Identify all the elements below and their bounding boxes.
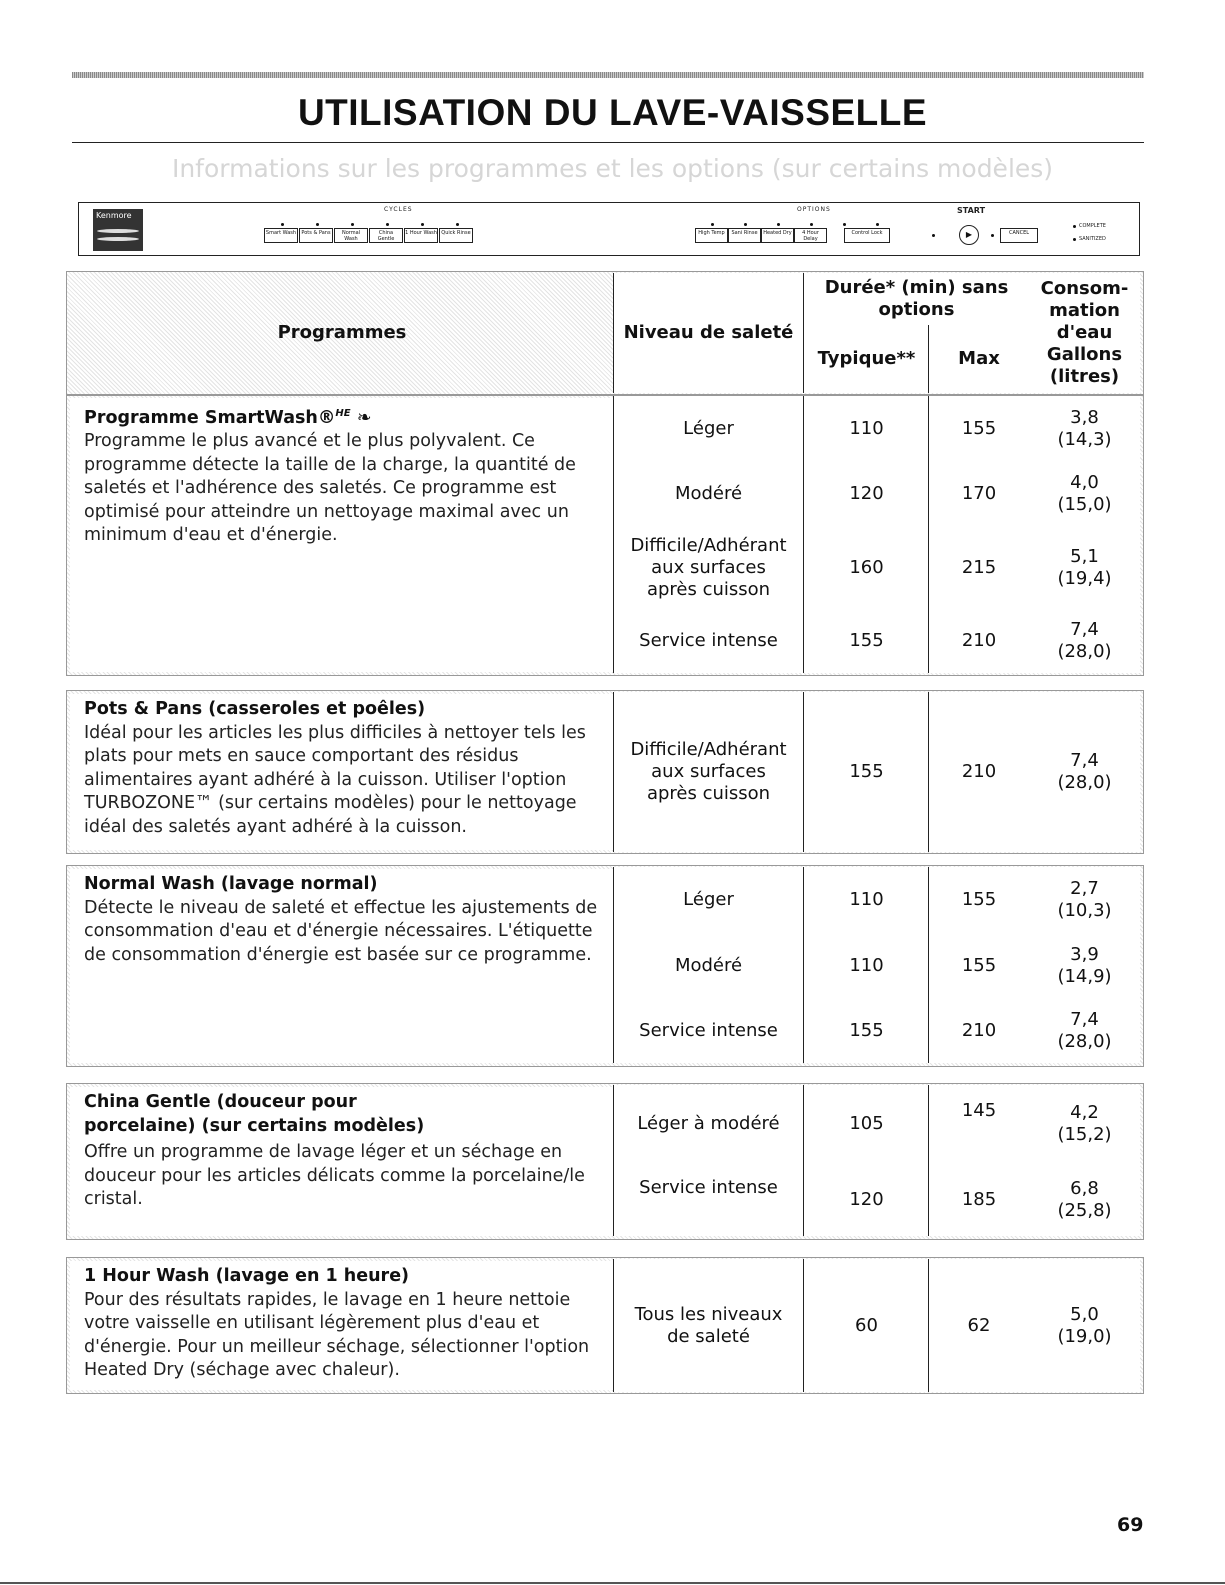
table-row: Service intense [613,609,804,673]
header-programmes: Programmes [277,322,407,343]
table-row: Léger [613,396,804,462]
he-mark: HE [335,408,351,419]
cell-typique: 120 [803,461,929,527]
cell-max: 210 [928,692,1030,852]
table-row: Léger [613,867,804,934]
status-complete-label: COMPLETE [1079,223,1106,229]
normalwash-title: Normal Wash (lavage normal) [84,874,378,894]
cell-conso: 3,8 (14,3) [1029,396,1140,462]
table-row: Difficile/Adhérant aux surfaces après cuisson [613,692,804,852]
potspans-title: Pots & Pans (casseroles et poêles) [84,699,426,719]
title-rule [72,142,1144,143]
cycles-label: CYCLES [384,206,413,213]
brand-name: Kenmore [96,211,132,220]
table-row: Difficile/Adhérant aux surfaces après cuisson [613,526,804,610]
option-button-high-temp: High Temp [695,228,728,243]
cycle-button-quick-rinse: Quick Rinse [439,228,473,243]
chinagentle-title: China Gentle (douceur pour porcelaine) (sur certains modèles) [84,1092,425,1136]
page-subtitle: Informations sur les programmes et les options (sur certains modèles) [171,154,1054,183]
cycle-button-smart-wash: Smart Wash [264,228,298,243]
table-row: Tous les niveaux de saleté [613,1259,804,1392]
control-panel-illustration [78,202,1140,256]
cell-conso: 4,2 (15,2) [1029,1085,1140,1164]
header-niveau: Niveau de saleté [613,273,804,393]
onehour-description-block [70,1261,614,1390]
start-label: START [957,206,986,215]
table-row: Modéré [613,461,804,527]
cell-typique: 155 [803,999,929,1063]
smartwash-description-block [70,398,614,672]
status-sanitized-label: SANITIZED [1079,236,1106,242]
cell-conso: 7,4 (28,0) [1029,692,1140,852]
cell-conso: 5,0 (19,0) [1029,1259,1140,1392]
option-button-sani-rinse: Sani Rinse [728,228,761,243]
normalwash-description-block [70,869,614,1063]
smartwash-description: Programme le plus avancé et le plus polyvalent. Ce programme détecte la taille de la charge, la quantité de saletés et l'adhérence des saletés. Ce programme est optimisé pour atteindre un nettoyage maximal avec un minimum d'eau et d'énergie. [84,431,576,546]
top-rule [72,72,1144,78]
cell-max: 210 [928,999,1030,1063]
kenmore-logo [93,209,143,251]
normalwash-description: Détecte le niveau de saleté et effectue les ajustements de consommation d'eau et d'énergie nécessaires. L'étiquette de consommation d'énergie est basée sur ce programme. [84,897,598,965]
cell-typique: 155 [803,609,929,673]
table-row: Service intense [613,1163,804,1236]
table-row: Modéré [613,933,804,1000]
cell-typique: 105 [803,1085,929,1164]
cell-max: 145 [928,1085,1030,1164]
cell-max: 155 [928,867,1030,934]
cell-max: 185 [928,1163,1030,1236]
cell-typique: 60 [803,1259,929,1392]
options-label: OPTIONS [797,206,831,213]
chinagentle-description: Offre un programme de lavage léger et un séchage en douceur pour les articles délicats comme la porcelaine/le cristal. [84,1142,585,1209]
bottom-edge [0,1582,1225,1584]
cell-max: 155 [928,933,1030,1000]
cell-typique: 110 [803,396,929,462]
option-button-heated-dry: Heated Dry [761,228,794,243]
cycle-button-pots-pans: Pots & Pans [299,228,333,243]
cell-typique: 120 [803,1163,929,1236]
onehour-description: Pour des résultats rapides, le lavage en 1 heure nettoie votre vaisselle en utilisant légèrement plus d'eau et d'énergie. Pour un meilleur séchage, sélectionner l'option Heated Dry (séchage avec chaleur). [84,1289,590,1380]
cell-conso: 3,9 (14,9) [1029,933,1140,1000]
table-row: Service intense [613,999,804,1063]
cell-conso: 4,0 (15,0) [1029,461,1140,527]
cell-max: 155 [928,396,1030,462]
cell-typique: 155 [803,692,929,852]
page-title: UTILISATION DU LAVE-VAISSELLE [297,92,928,133]
cell-typique: 110 [803,933,929,1000]
option-button-4-hour-delay: 4 Hour Delay [794,228,827,243]
cell-conso: 7,4 (28,0) [1029,609,1140,673]
cell-conso: 7,4 (28,0) [1029,999,1140,1063]
header-consommation: Consom- mation d'eau Gallons (litres) [1029,273,1140,393]
cell-max: 170 [928,461,1030,527]
cycle-button-1-hour-wash: 1 Hour Wash [404,228,438,243]
cell-max: 210 [928,609,1030,673]
leaf-icon: ❧ [356,407,372,428]
cell-max: 215 [928,526,1030,610]
cell-conso: 5,1 (19,4) [1029,526,1140,610]
cell-typique: 160 [803,526,929,610]
page-number: 69 [1117,1514,1144,1536]
cell-typique: 110 [803,867,929,934]
cycle-button-china-gentle: China Gentle [369,228,403,243]
smartwash-title: Programme SmartWash® [84,407,336,428]
header-max: Max [928,325,1030,393]
cell-max: 62 [928,1259,1030,1392]
option-button-control-lock: Control Lock [844,228,890,243]
start-button-icon: ▶ [959,225,979,245]
cell-conso: 6,8 (25,8) [1029,1163,1140,1236]
cycle-button-normal-wash: Normal Wash [334,228,368,243]
cancel-button-graphic: CANCEL [1000,228,1038,243]
header-typique: Typique** [803,325,929,393]
potspans-description: Idéal pour les articles les plus difficiles à nettoyer tels les plats pour mets en sauce comportant des résidus alimentaires ayant adhéré à la cuisson. Utiliser l'option TURBOZONE™ (sur certains modèles) pour le nettoyage idéal des saletés ayant adhéré à la cuisson. [84,722,586,837]
onehour-title: 1 Hour Wash (lavage en 1 heure) [84,1266,410,1286]
potspans-description-block [70,694,614,850]
chinagentle-description-block [70,1087,614,1236]
header-duree: Durée* (min) sans options [803,273,1030,326]
cell-conso: 2,7 (10,3) [1029,867,1140,934]
table-row: Léger à modéré [613,1085,804,1164]
